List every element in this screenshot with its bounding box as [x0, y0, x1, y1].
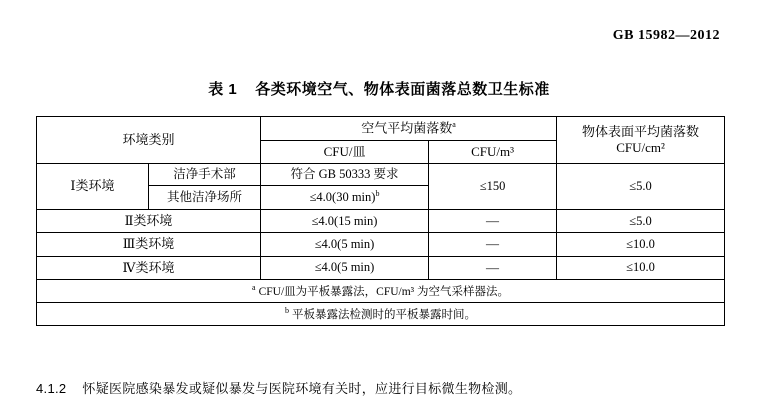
- row-air-plate-2-sup: b: [375, 189, 380, 199]
- standard-code: GB 15982—2012: [612, 28, 720, 43]
- table-row: [37, 163, 725, 186]
- table-note-a: [37, 279, 725, 302]
- table-note-row: [37, 303, 725, 326]
- header-air-mean-colony-sup: a: [452, 120, 456, 129]
- row-category-3: Ⅱ类环境: [37, 210, 261, 233]
- row-air-m3-5: —: [429, 256, 557, 279]
- row-category-5: Ⅳ类环境: [37, 256, 261, 279]
- row-surface-5: ≤10.0: [557, 256, 725, 279]
- row-category-1: Ⅰ类环境: [37, 163, 149, 209]
- clause-number: 4.1.2: [36, 381, 67, 396]
- row-air-m3-1: ≤150: [429, 163, 557, 209]
- row-air-plate-1: 符合 GB 50333 要求: [261, 163, 429, 186]
- table-title: [0, 78, 758, 99]
- table-note-b: [37, 303, 725, 326]
- header-env-category: 环境类别: [37, 117, 261, 164]
- table-row: [37, 210, 725, 233]
- table-header-row-1: [37, 117, 725, 141]
- row-surface-1: ≤5.0: [557, 163, 725, 209]
- row-surface-4: ≤10.0: [557, 233, 725, 256]
- header-surface-unit: CFU/cm²: [616, 139, 665, 155]
- header-air-mean-colony: [261, 117, 557, 141]
- table-note-a-text: CFU/皿为平板暴露法，CFU/m³ 为空气采样器法。: [258, 285, 509, 298]
- hygiene-standard-table: [36, 116, 725, 326]
- row-subcategory-1: 洁净手术部: [149, 163, 261, 186]
- row-air-plate-2: [261, 186, 429, 210]
- table-title-text: 各类环境空气、物体表面菌落总数卫生标准: [255, 81, 550, 98]
- table-note-row: [37, 279, 725, 302]
- row-air-plate-2-value: ≤4.0(30 min): [309, 190, 376, 205]
- row-air-m3-4: —: [429, 233, 557, 256]
- row-air-m3-3: —: [429, 210, 557, 233]
- row-air-plate-5: ≤4.0(5 min): [261, 256, 429, 279]
- table-note-a-marker: a: [252, 282, 256, 292]
- row-subcategory-2: 其他洁净场所: [149, 186, 261, 210]
- table-note-b-marker: b: [285, 306, 290, 316]
- clause-paragraph: [36, 378, 521, 397]
- row-air-plate-3: ≤4.0(15 min): [261, 210, 429, 233]
- header-air-mean-colony-label: 空气平均菌落数: [361, 120, 453, 136]
- header-surface-mean-colony: [557, 117, 725, 164]
- table-note-b-text: 平板暴露法检测时的平板暴露时间。: [292, 309, 477, 322]
- header-air-unit-plate: CFU/皿: [261, 140, 429, 163]
- table-row: [37, 233, 725, 256]
- table-row: [37, 256, 725, 279]
- header-air-unit-m3: CFU/m³: [429, 140, 557, 163]
- row-surface-3: ≤5.0: [557, 210, 725, 233]
- row-category-4: Ⅲ类环境: [37, 233, 261, 256]
- clause-text: 怀疑医院感染暴发或疑似暴发与医院环境有关时，应进行目标微生物检测。: [82, 381, 522, 396]
- table-title-number: 表 1: [208, 81, 238, 98]
- row-air-plate-4: ≤4.0(5 min): [261, 233, 429, 256]
- header-surface-mean-colony-label: 物体表面平均菌落数: [582, 123, 700, 139]
